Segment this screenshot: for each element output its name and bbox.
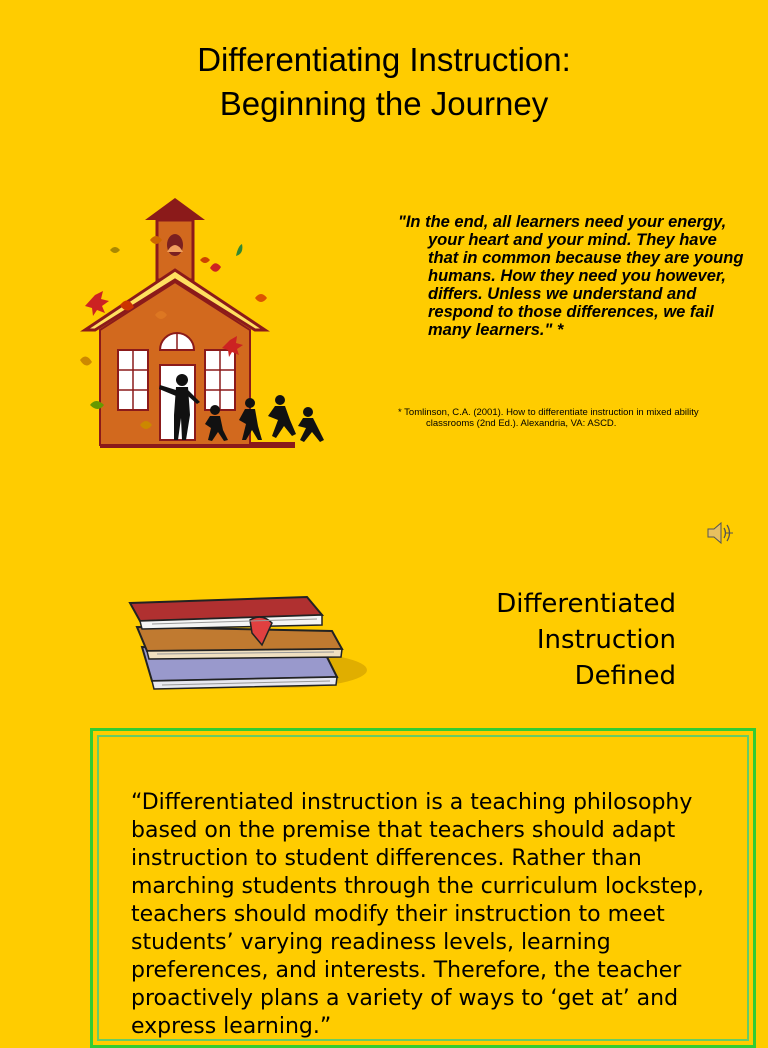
quote-text: "In the end, all learners need your energy, your heart and your mind. They have that in common because they are young humans. How they need you however, differs. Unless we understand and respond to those differences, we fail many learners." * bbox=[398, 213, 744, 339]
heading-line-3: Defined bbox=[574, 661, 676, 691]
title-line-2: Beginning the Journey bbox=[219, 85, 549, 122]
definition-box bbox=[90, 728, 756, 1048]
book-stack-clipart bbox=[122, 585, 372, 697]
heading-line-2: Instruction bbox=[536, 625, 676, 655]
slide-title bbox=[0, 38, 768, 126]
title-line-1: Differentiating Instruction: bbox=[197, 41, 571, 78]
speaker-icon[interactable] bbox=[705, 518, 735, 548]
definition-text: “Differentiated instruction is a teaching philosophy based on the premise that teachers should adapt instruction to student differences. Rather than marching students through the curriculum lockstep, teachers should modify their instruction to meet students’ varying readiness levels, learning preferences, and interests. Therefore, the teacher proactively plans a variety of ways to ‘get at’ and express learning.” bbox=[131, 790, 704, 1039]
schoolhouse-clipart bbox=[60, 190, 340, 465]
heading-line-1: Differentiated bbox=[496, 589, 676, 619]
section-heading bbox=[430, 586, 676, 694]
citation-text: * Tomlinson, C.A. (2001). How to differentiate instruction in mixed ability classrooms (2nd Ed.). Alexandria, VA: ASCD. bbox=[398, 407, 699, 429]
